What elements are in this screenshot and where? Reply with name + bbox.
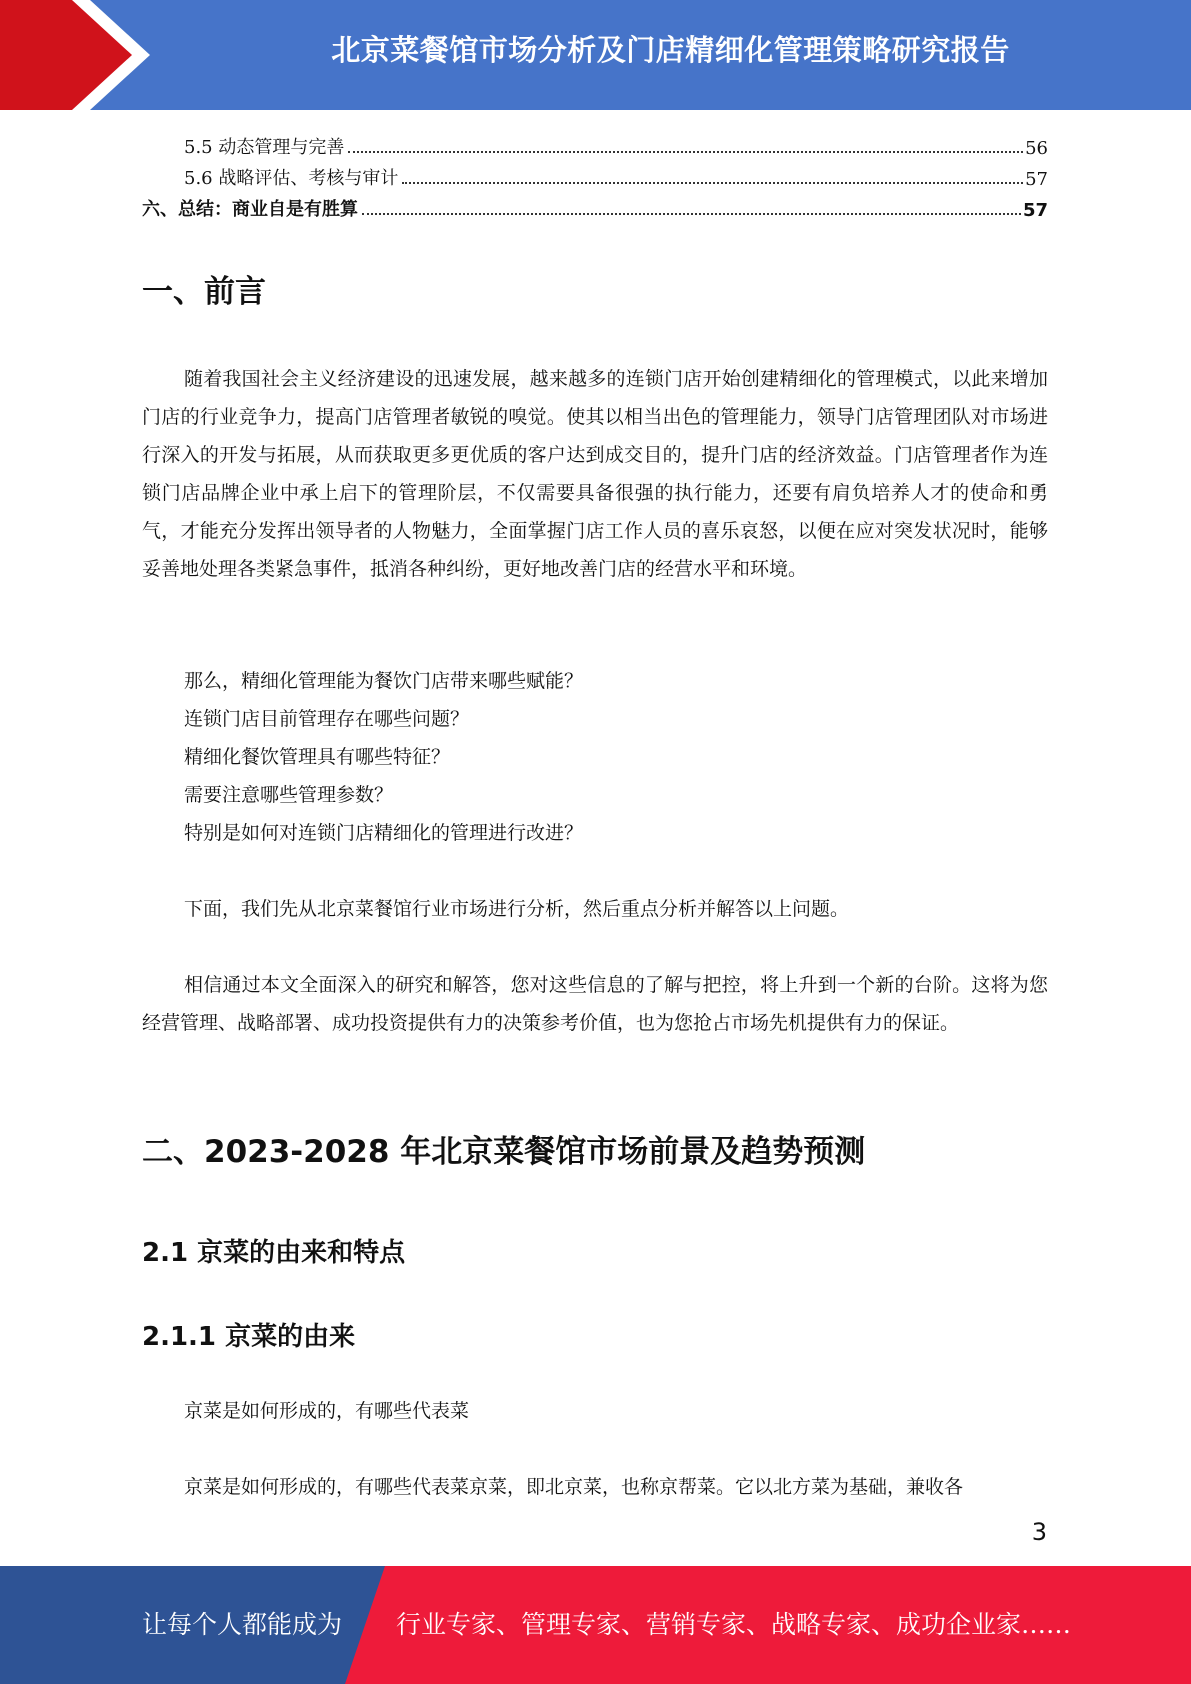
toc-leader-dots	[362, 213, 1021, 215]
question-item: 需要注意哪些管理参数？	[184, 784, 394, 806]
toc-entry[interactable]	[142, 190, 1048, 221]
subsubsection-heading: 2.1.1 京菜的由来	[142, 1322, 356, 1352]
toc-entry-label: 5.5 动态管理与完善	[184, 137, 345, 158]
question-item: 那么，精细化管理能为餐饮门店带来哪些赋能？	[184, 670, 584, 692]
toc-leader-dots	[348, 151, 1023, 153]
toc-entry-page: 57	[1022, 200, 1048, 221]
question-item: 连锁门店目前管理存在哪些问题？	[184, 708, 470, 730]
toc-entry-label: 5.6 战略评估、考核与审计	[184, 168, 399, 189]
page-number: 3	[1031, 1518, 1047, 1546]
question-item: 精细化餐饮管理具有哪些特征？	[184, 746, 451, 768]
toc-leader-dots	[402, 182, 1023, 184]
value-paragraph: 相信通过本文全面深入的研究和解答，您对这些信息的了解与把控，将上升到一个新的台阶。这将为您经营管理、战略部署、成功投资提供有力的决策参考价值，也为您抢占市场先机提供有力的保证。	[142, 974, 1048, 1034]
subsection-heading: 2.1 京菜的由来和特点	[142, 1238, 406, 1268]
page-footer	[0, 1566, 1191, 1684]
origin-question-paragraph: 京菜是如何形成的，有哪些代表菜	[184, 1400, 470, 1422]
toc-entry-page: 56	[1025, 138, 1048, 159]
toc-entry-label: 六、总结：商业自是有胜算	[142, 199, 358, 220]
toc-entry[interactable]	[142, 159, 1048, 190]
report-title: 北京菜餐馆市场分析及门店精细化管理策略研究报告	[331, 33, 1010, 67]
footer-slogan-left: 让每个人都能成为	[142, 1610, 343, 1639]
page-header	[0, 0, 1191, 110]
toc-entry[interactable]	[142, 128, 1048, 159]
footer-slogan-right: 行业专家、管理专家、营销专家、战略专家、成功企业家……	[396, 1610, 1072, 1639]
toc-entry-page: 57	[1025, 169, 1048, 190]
preface-paragraph: 随着我国社会主义经济建设的迅速发展，越来越多的连锁门店开始创建精细化的管理模式，以此来增加门店的行业竞争力，提高门店管理者敏锐的嗅觉。使其以相当出色的管理能力，领导门店管理团队对市场进行深入的开发与拓展，从而获取更多更优质的客户达到成交目的，提升门店的经济效益。门店管理者作为连锁门店品牌企业中承上启下的管理阶层，不仅需要具备很强的执行能力，还要有肩负培养人才的使命和勇气，才能充分发挥出领导者的人物魅力，全面掌握门店工作人员的喜乐哀怒，以便在应对突发状况时，能够妥善地处理各类紧急事件，抵消各种纠纷，更好地改善门店的经营水平和环境。	[142, 368, 1048, 580]
question-item: 特别是如何对连锁门店精细化的管理进行改进？	[184, 822, 584, 844]
origin-body-paragraph: 京菜是如何形成的，有哪些代表菜京菜，即北京菜，也称京帮菜。它以北方菜为基础，兼收各	[184, 1476, 964, 1498]
section-heading-forecast: 二、2023-2028 年北京菜餐馆市场前景及趋势预测	[142, 1134, 866, 1170]
analysis-intro-paragraph: 下面，我们先从北京菜餐馆行业市场进行分析，然后重点分析并解答以上问题。	[184, 898, 850, 920]
table-of-contents	[142, 128, 1048, 221]
section-heading-preface: 一、前言	[142, 274, 266, 310]
question-list	[184, 662, 583, 852]
